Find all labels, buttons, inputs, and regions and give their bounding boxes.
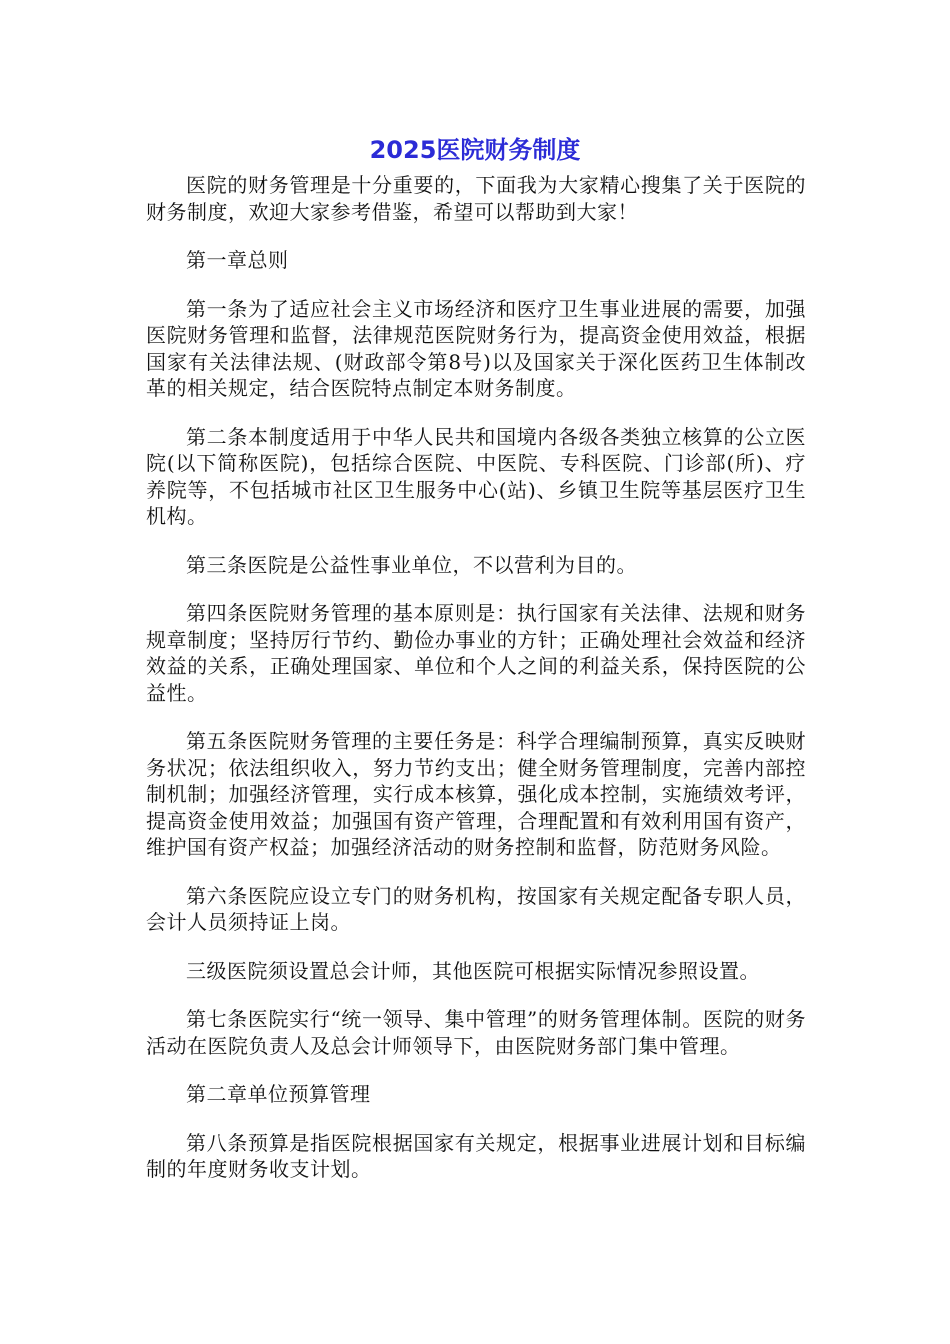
- chapter-heading: 第二章单位预算管理: [186, 1082, 371, 1106]
- article-paragraph: 第四条医院财务管理的基本原则是：执行国家有关法律、法规和财务规章制度；坚持厉行节约、勤俭办事业的方针；正确处理社会效益和经济效益的关系，正确处理国家、单位和个人之间的利益关系，保持医院的公益性。: [146, 601, 806, 705]
- chapter-heading: 第一章总则: [186, 248, 289, 272]
- article-paragraph: 第八条预算是指医院根据国家有关规定，根据事业进展计划和目标编制的年度财务收支计划。: [146, 1130, 806, 1181]
- document-title: 2025医院财务制度: [369, 136, 581, 164]
- article-paragraph: 第一条为了适应社会主义市场经济和医疗卫生事业进展的需要，加强医院财务管理和监督，法律规范医院财务行为，提高资金使用效益，根据国家有关法律法规、(财政部令第8号)以及国家关于深化医药卫生体制改革的相关规定，结合医院特点制定本财务制度。: [146, 296, 806, 400]
- article-paragraph: 第七条医院实行“统一领导、集中管理”的财务管理体制。医院的财务活动在医院负责人及总会计师领导下，由医院财务部门集中管理。: [146, 1007, 806, 1058]
- document-body: [146, 172, 806, 1205]
- article-paragraph: 第六条医院应设立专门的财务机构，按国家有关规定配备专职人员，会计人员须持证上岗。: [146, 883, 806, 934]
- article-paragraph: 第三条医院是公益性事业单位，不以营利为目的。: [186, 552, 637, 577]
- article-paragraph: 第五条医院财务管理的主要任务是：科学合理编制预算，真实反映财务状况；依法组织收入，努力节约支出；健全财务管理制度，完善内部控制机制；加强经济管理，实行成本核算，强化成本控制，实施绩效考评，提高资金使用效益；加强国有资产管理，合理配置和有效利用国有资产，维护国有资产权益；加强经济活动的财务控制和监督，防范财务风险。: [146, 729, 806, 859]
- paragraph-intro: 医院的财务管理是十分重要的，下面我为大家精心搜集了关于医院的财务制度，欢迎大家参考借鉴，希望可以帮助到大家！: [146, 173, 806, 224]
- article-paragraph: 三级医院须设置总会计师，其他医院可根据实际情况参照设置。: [186, 958, 760, 983]
- article-paragraph: 第二条本制度适用于中华人民共和国境内各级各类独立核算的公立医院(以下简称医院)，包括综合医院、中医院、专科医院、门诊部(所)、疗养院等，不包括城市社区卫生服务中心(站)、乡镇卫生院等基层医疗卫生机构。: [146, 424, 806, 528]
